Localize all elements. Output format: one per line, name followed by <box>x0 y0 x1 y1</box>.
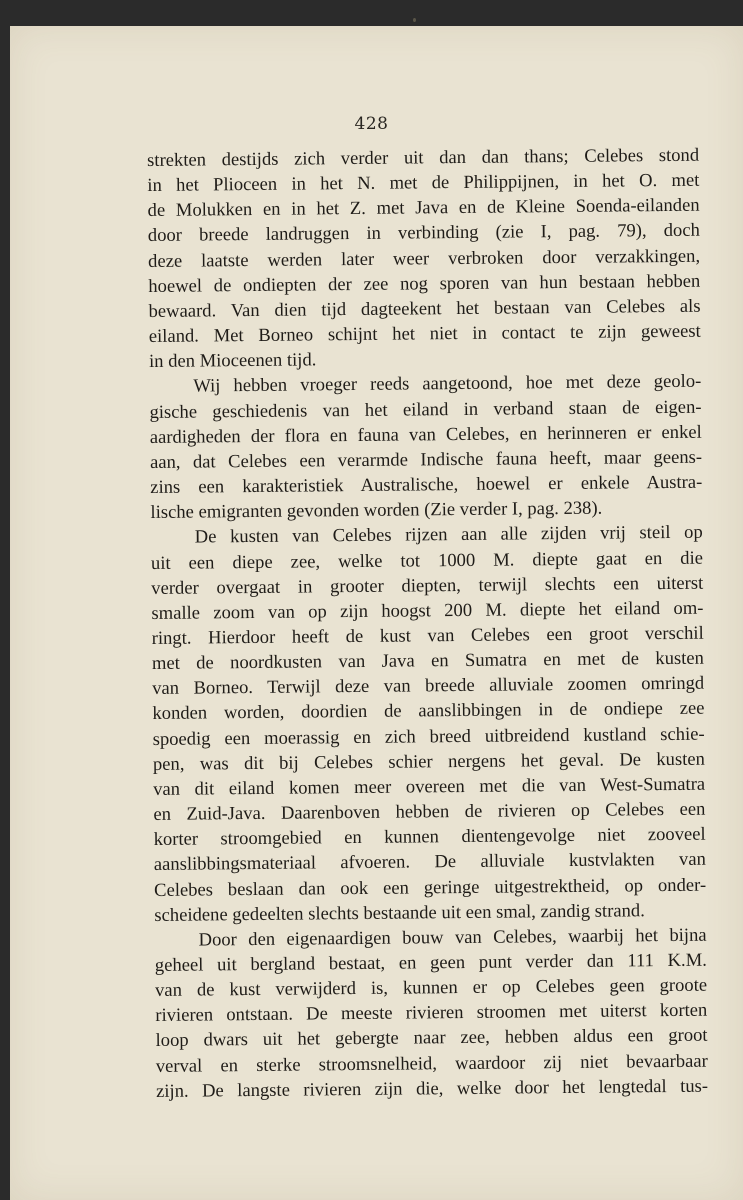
text-line: van Borneo. Terwijl deze van breede alluviale zoomen omringd <box>152 672 705 700</box>
text-line: strekten destijds zich verder uit dan dan thans; Celebes stond <box>147 144 700 171</box>
text-line: eiland. Met Borneo schijnt het niet in contact te zijn geweest <box>148 320 701 348</box>
text-line: uit een diepe zee, welke tot 1000 M. diepte gaat en die <box>150 547 704 574</box>
text-line: ringt. Hierdoor heeft de kust van Celebes een groot verschil <box>151 622 704 649</box>
text-line: korter stroomgebied en kunnen dientengevolge niet zooveel <box>153 823 706 851</box>
text-line: zijn. De langste rivieren zijn die, welke door het lengtedal tus- <box>155 1075 709 1102</box>
text-line: Celebes beslaan dan ook een geringe uitgestrektheid, op onder- <box>154 874 707 901</box>
text-line: aanslibbingsmateriaal afvoeren. De alluviale kustvlakten van <box>153 849 706 876</box>
text-line: door breede landruggen in verbinding (zie I, pag. 79), doch <box>147 220 700 247</box>
text-line: gische geschiedenis van het eiland in verband staan de eigen- <box>149 396 702 423</box>
text-line: spoedig een moerassig en zich breed uitbreidend kustland schie- <box>152 723 705 750</box>
text-line: geheel uit bergland bestaat, en geen punt verder dan 111 K.M. <box>154 949 707 976</box>
text-line: smalle zoom van op zijn hoogst 200 M. diepte het eiland om- <box>151 597 704 624</box>
text-line: Door den eigenaardigen bouw van Celebes, waarbij het bijna <box>198 924 707 951</box>
text-line: in het Plioceen in het N. met de Philippijnen, in het O. met <box>147 169 700 197</box>
text-line: met de noordkusten van Java en Sumatra en met de kusten <box>151 647 705 675</box>
text-line: in den Mioceenen tijd. <box>148 349 317 373</box>
text-line: lische emigranten gevonden worden (Zie verder I, pag. 238). <box>150 497 603 524</box>
text-line: en Zuid-Java. Daarenboven hebben de rivieren op Celebes een <box>153 798 706 826</box>
page-number: 428 <box>354 114 389 134</box>
body-text <box>147 143 708 1104</box>
paragraph-3 <box>151 520 707 928</box>
text-line: aardigheden der flora en fauna van Celebes, en herinneren er enkel <box>149 421 702 448</box>
text-line: rivieren ontstaan. De meeste rivieren stroomen met uiterst korten <box>155 999 708 1027</box>
text-line: aan, dat Celebes een verarmde Indische fauna heeft, maar geens- <box>149 446 703 473</box>
text-line: loop dwars uit het gebergte naar zee, hebben aldus een groot <box>155 1025 708 1052</box>
paragraph-2 <box>149 369 702 525</box>
text-line: verder overgaat in grooter diepten, terwijl slechts een uiterst <box>151 572 704 599</box>
text-line: van de kust verwijderd is, kunnen er op Celebes geen groote <box>154 974 708 1002</box>
text-line: hoewel de ondiepten der zee nog sporen van hun bestaan hebben <box>148 270 701 297</box>
text-line: scheidene gedeelten slechts bestaande uit een smal, zandig strand. <box>154 899 645 926</box>
text-line: zins een karakteristiek Australische, hoewel er enkele Austra- <box>150 471 703 499</box>
text-line: deze laatste werden later weer verbroken door verzakkingen, <box>147 245 701 272</box>
paragraph-4 <box>154 923 708 1104</box>
text-line: de Molukken en in het Z. met Java en de Kleine Soenda-eilanden <box>147 195 700 222</box>
text-line: Wij hebben vroeger reeds aangetoond, hoe met deze geolo- <box>193 371 702 397</box>
text-line: De kusten van Celebes rijzen aan alle zijden vrij steil op <box>194 522 703 548</box>
ink-speck <box>413 18 416 22</box>
paragraph-1 <box>147 143 701 375</box>
text-line: van dit eiland komen meer overeen met die van West-Sumatra <box>153 773 706 800</box>
text-line: konden worden, doordien de aanslibbingen in de ondiepe zee <box>152 698 705 725</box>
text-line: verval en sterke stroomsnelheid, waardoor zij niet bevaarbaar <box>155 1050 708 1077</box>
text-line: bewaard. Van dien tijd dagteekent het bestaan van Celebes als <box>148 295 701 322</box>
text-line: pen, was dit bij Celebes schier nergens het geval. De kusten <box>152 748 705 775</box>
